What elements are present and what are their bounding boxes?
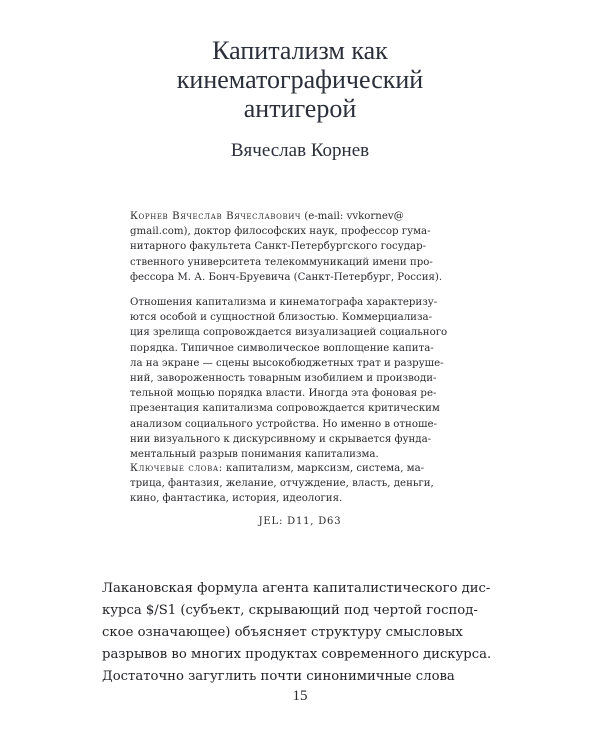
body-line: Достаточно загуглить почти синонимичные слова bbox=[102, 669, 455, 684]
keywords-line bbox=[130, 461, 470, 476]
bio-line: ственного университета телекоммуникаций имени про- bbox=[130, 256, 433, 268]
keywords-line: трица, фантазия, желание, отчуждение, власть, деньги, bbox=[130, 478, 434, 490]
abstract-line: анализом социального устройства. Но именно в отноше- bbox=[130, 418, 437, 430]
article-title-line: антигерой bbox=[243, 94, 357, 123]
article-author: Вячеслав Корнев bbox=[230, 140, 370, 161]
body-paragraph bbox=[102, 578, 502, 688]
abstract-line: презентация капитализма сопровождается критическим bbox=[130, 403, 440, 415]
bio-line bbox=[130, 209, 470, 224]
article-title-line: Капитализм как bbox=[212, 36, 388, 65]
body-line: курса $/S1 (субъект, скрывающий под чертой господ- bbox=[102, 603, 478, 618]
abstract-line: ются особой и сущностной близостью. Коммерциализа- bbox=[130, 312, 433, 324]
keywords-label: Ключевые слова: bbox=[130, 463, 223, 474]
jel-codes: JEL: D11, D63 bbox=[258, 516, 342, 527]
keywords-line: кино, фантастика, история, идеология. bbox=[130, 493, 343, 505]
keywords-line-text: капитализм, марксизм, система, ма- bbox=[222, 463, 425, 474]
author-full-name: Корнев Вячеслав Вячеславович bbox=[130, 211, 301, 222]
bio-line-text: (e-mail: vvkornev@ bbox=[300, 211, 404, 222]
abstract-line: порядка. Типичное символическое воплощение капита- bbox=[130, 342, 434, 354]
abstract bbox=[130, 295, 470, 462]
abstract-line: ла на экране — сцены высокобюджетных трат и разруше- bbox=[130, 357, 444, 369]
bio-line: gmail.com), доктор философских наук, профессор гума- bbox=[130, 226, 431, 238]
abstract-line: тельной мощью порядка власти. Иногда эта фоновая ре- bbox=[130, 388, 437, 400]
abstract-line: ментальный разрыв понимания капитализма. bbox=[130, 449, 379, 461]
abstract-line: ция зрелища сопровождается визуализацией социального bbox=[130, 327, 448, 339]
body-line: Лакановская формула агента капиталистического дис- bbox=[102, 581, 491, 596]
article-title-line: кинематографический bbox=[176, 65, 424, 94]
article-title bbox=[0, 36, 600, 123]
keywords bbox=[130, 461, 470, 507]
abstract-line: Отношения капитализма и кинематографа характеризу- bbox=[130, 297, 438, 308]
abstract-line: нии визуального к дискурсивному и скрывается фунда- bbox=[130, 433, 432, 445]
body-line: ское означающее) объясняет структуру смысловых bbox=[102, 625, 463, 640]
page-number: 15 bbox=[292, 688, 308, 704]
body-line: разрывов во многих продуктах современного дискурса. bbox=[102, 647, 492, 662]
bio-line: фессора М. А. Бонч-Бруевича (Санкт-Петербург, Россия). bbox=[130, 271, 443, 283]
abstract-line: ний, завороженность товарным изобилием и производи- bbox=[130, 373, 437, 385]
bio-line: нитарного факультета Санкт-Петербургского государ- bbox=[130, 241, 427, 253]
author-bio bbox=[130, 209, 470, 285]
